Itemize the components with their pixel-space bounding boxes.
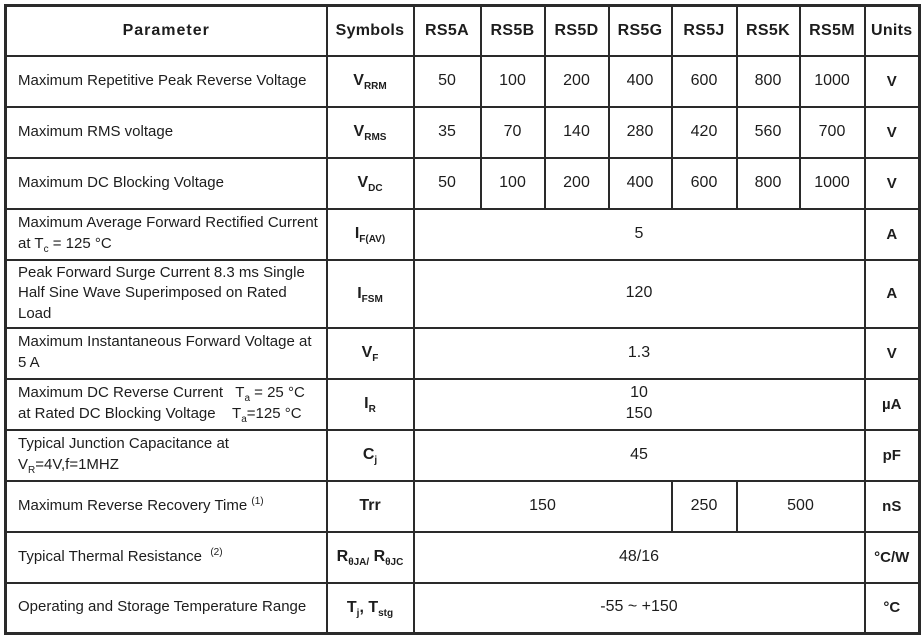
symbol-cell-rtheta: $R_{\theta JA/}$ $R_{\theta JC}$	[327, 532, 414, 583]
col-header-rs5k: RS5K	[737, 6, 800, 56]
parameter-text: Maximum Reverse Recovery Time $^{(1)}$	[18, 495, 264, 514]
header-row	[6, 6, 920, 56]
value-cell-vdc-4: 600	[672, 158, 737, 209]
table-row-ir	[6, 379, 920, 430]
symbol-cell-cj: $C_j$	[327, 430, 414, 481]
symbol-cell-ir: $I_R$	[327, 379, 414, 430]
value-cell-vrms-2: 140	[545, 107, 609, 158]
unit-cell-vrms: V	[865, 107, 920, 158]
table-row-vrms	[6, 107, 920, 158]
value-cell-ifsm-0: 120	[414, 260, 865, 328]
symbol-cell-vdc: $V_{DC}$	[327, 158, 414, 209]
value-cell-vrrm-5: 800	[737, 56, 800, 107]
value-cell-vf-0: 1.3	[414, 328, 865, 379]
parameter-cell-vrrm	[6, 56, 327, 107]
parameter-text: at $T_c = 125$ °C	[18, 235, 112, 255]
parameter-text: Maximum Instantaneous Forward Voltage at 5 A	[18, 333, 316, 372]
table-row-vdc	[6, 158, 920, 209]
parameter-text: Maximum RMS voltage	[18, 122, 174, 140]
parameter-text: Maximum Repetitive Peak Reverse Voltage	[18, 71, 307, 89]
col-header-rs5g: RS5G	[609, 6, 672, 56]
symbol-cell-trr: Trr	[327, 481, 414, 532]
table-row-ifsm	[6, 260, 920, 328]
value-cell-vrrm-6: 1000	[800, 56, 865, 107]
value-cell-tjstg-0: -55 ~ +150	[414, 583, 865, 634]
col-header-rs5d: RS5D	[545, 6, 609, 56]
table-body	[6, 56, 920, 634]
unit-cell-vrrm: V	[865, 56, 920, 107]
value-cell-vrms-1: 70	[481, 107, 545, 158]
value-cell-trr-0: 150	[414, 481, 672, 532]
value-cell-vrrm-1: 100	[481, 56, 545, 107]
col-header-rs5a: RS5A	[414, 6, 481, 56]
symbol-cell-vf: $V_F$	[327, 328, 414, 379]
col-header-rs5b: RS5B	[481, 6, 545, 56]
parameter-cell-vdc	[6, 158, 327, 209]
spec-table	[4, 4, 921, 635]
value-cell-cj-0: 45	[414, 430, 865, 481]
value-cell-vrrm-4: 600	[672, 56, 737, 107]
value-cell-vrms-5: 560	[737, 107, 800, 158]
table-row-tjstg	[6, 583, 920, 634]
unit-cell-trr: nS	[865, 481, 920, 532]
parameter-cell-cj	[6, 430, 327, 481]
parameter-text: Operating and Storage Temperature Range	[18, 598, 307, 616]
unit-cell-ir: µA	[865, 379, 920, 430]
value-cell-trr-2: 500	[737, 481, 865, 532]
table-row-trr	[6, 481, 920, 532]
unit-cell-ifsm: A	[865, 260, 920, 328]
parameter-text: Maximum DC Blocking Voltage	[18, 173, 224, 191]
value-cell-vrms-0: 35	[414, 107, 481, 158]
value-cell-vrrm-2: 200	[545, 56, 609, 107]
value-cell-vrrm-0: 50	[414, 56, 481, 107]
symbol-cell-ifsm: $I_{FSM}$	[327, 260, 414, 328]
parameter-cell-trr	[6, 481, 327, 532]
table-row-rtheta	[6, 532, 920, 583]
col-header-symbols: Symbols	[327, 6, 414, 56]
unit-cell-vdc: V	[865, 158, 920, 209]
parameter-cell-ir	[6, 379, 327, 430]
unit-cell-cj: pF	[865, 430, 920, 481]
symbol-cell-tjstg: $T_j$, $T_{stg}$	[327, 583, 414, 634]
parameter-text: Typical Thermal Resistance $^{(2)}$	[18, 546, 223, 565]
table-row-ifav	[6, 209, 920, 260]
value-cell-ifav-0: 5	[414, 209, 865, 260]
value-cell-vrms-4: 420	[672, 107, 737, 158]
table-row-vrrm	[6, 56, 920, 107]
unit-cell-ifav: A	[865, 209, 920, 260]
parameter-text: Half Sine Wave Superimposed on Rated Load	[18, 284, 291, 322]
value-cell-vdc-1: 100	[481, 158, 545, 209]
parameter-cell-vrms	[6, 107, 327, 158]
value-cell-ir-0: 10 150	[414, 379, 865, 430]
parameter-cell-vf	[6, 328, 327, 379]
parameter-text: Maximum DC Reverse Current $T_a = 25$ °C	[18, 384, 305, 405]
parameter-text: at Rated DC Blocking Voltage $T_a=125$ °C	[18, 405, 302, 426]
value-cell-vrms-3: 280	[609, 107, 672, 158]
parameter-cell-ifsm	[6, 260, 327, 328]
symbol-cell-vrrm: $V_{RRM}$	[327, 56, 414, 107]
unit-cell-vf: V	[865, 328, 920, 379]
parameter-cell-rtheta	[6, 532, 327, 583]
parameter-text: Typical Junction Capacitance at $V_R=4V,f=1MHZ$	[18, 435, 234, 477]
value-cell-vdc-2: 200	[545, 158, 609, 209]
table-head	[6, 6, 920, 56]
value-cell-vrms-6: 700	[800, 107, 865, 158]
col-header-units: Units	[865, 6, 920, 56]
parameter-cell-ifav	[6, 209, 327, 260]
parameter-text: Maximum Average Forward Rectified Current	[18, 214, 318, 232]
value-cell-vrrm-3: 400	[609, 56, 672, 107]
col-header-rs5j: RS5J	[672, 6, 737, 56]
value-cell-rtheta-0: 48/16	[414, 532, 865, 583]
value-cell-vdc-3: 400	[609, 158, 672, 209]
unit-cell-tjstg: °C	[865, 583, 920, 634]
value-cell-vdc-5: 800	[737, 158, 800, 209]
value-cell-vdc-0: 50	[414, 158, 481, 209]
value-cell-trr-1: 250	[672, 481, 737, 532]
value-cell-vdc-6: 1000	[800, 158, 865, 209]
parameter-cell-tjstg	[6, 583, 327, 634]
symbol-cell-ifav: $I_{F(AV)}$	[327, 209, 414, 260]
table-row-cj	[6, 430, 920, 481]
unit-cell-rtheta: °C/W	[865, 532, 920, 583]
symbol-cell-vrms: $V_{RMS}$	[327, 107, 414, 158]
parameter-text: Peak Forward Surge Current 8.3 ms Single	[18, 263, 305, 281]
table-row-vf	[6, 328, 920, 379]
col-header-parameter: Parameter	[6, 6, 327, 56]
col-header-rs5m: RS5M	[800, 6, 865, 56]
